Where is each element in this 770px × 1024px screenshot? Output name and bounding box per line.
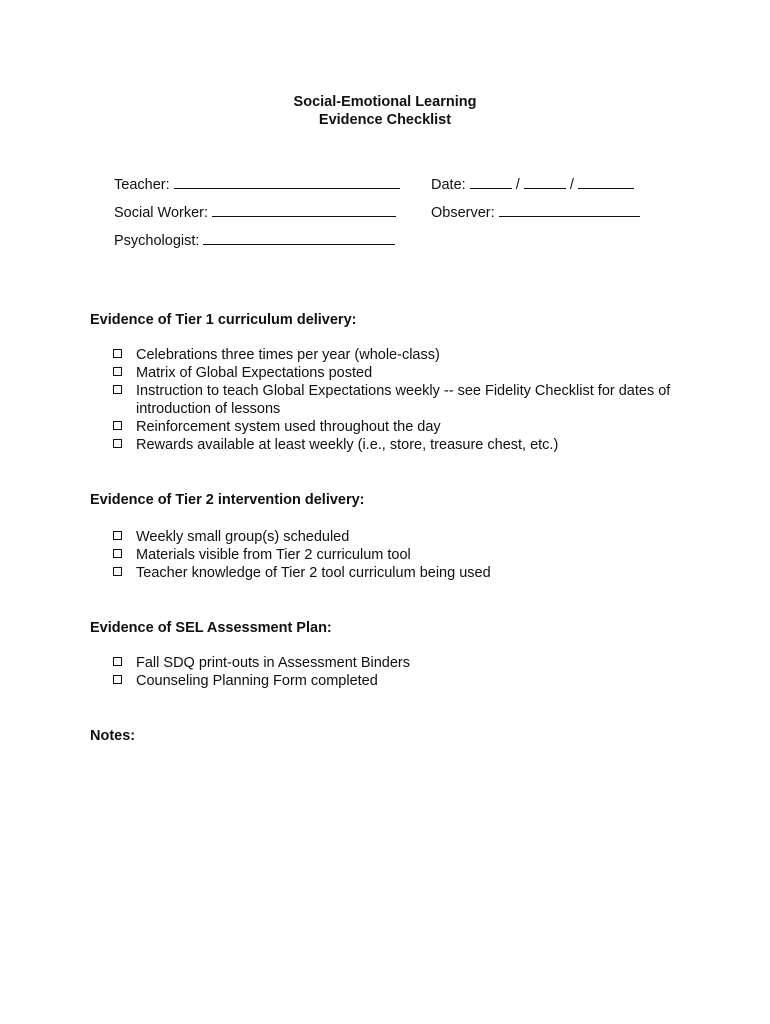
tier2-checklist [112,528,712,582]
checkbox-icon[interactable] [113,439,122,448]
tier2-heading: Evidence of Tier 2 intervention delivery: [90,492,365,508]
teacher-label: Teacher: [114,177,170,193]
checkbox-icon[interactable] [113,421,122,430]
teacher-blank[interactable] [174,175,400,189]
tier1-heading: Evidence of Tier 1 curriculum delivery: [90,312,357,328]
checklist-item [112,546,712,564]
checklist-item-label: Fall SDQ print-outs in Assessment Binders [136,655,410,671]
psychologist-blank[interactable] [203,231,395,245]
observer-blank[interactable] [499,203,640,217]
social-worker-field [114,203,396,222]
checkbox-icon[interactable] [113,367,122,376]
checklist-item-label: Counseling Planning Form completed [136,673,378,689]
checklist-item [112,528,712,546]
notes-label: Notes: [90,728,136,744]
checklist-item [112,418,712,436]
observer-label: Observer: [431,205,495,221]
date-separator-1: / [515,177,520,193]
checklist-item-label: Matrix of Global Expectations posted [136,365,373,381]
checkbox-icon[interactable] [113,657,122,666]
date-label: Date: [431,177,466,193]
checklist-item [112,346,712,364]
social-worker-blank[interactable] [212,203,396,217]
checklist-item-label: Celebrations three times per year (whole-class) [136,347,440,363]
checklist-item [112,654,712,672]
checkbox-icon[interactable] [113,567,122,576]
checklist-item-label: Rewards available at least weekly (i.e., store, treasure chest, etc.) [136,437,559,453]
date-field [431,175,634,194]
title-line-1: Social-Emotional Learning [293,94,477,110]
checkbox-icon[interactable] [113,385,122,394]
checkbox-icon[interactable] [113,549,122,558]
sel-checklist [112,654,712,690]
tier1-checklist [112,346,712,454]
social-worker-label: Social Worker: [114,205,209,221]
checklist-item [112,364,712,382]
date-month-blank[interactable] [470,175,512,189]
checkbox-icon[interactable] [113,531,122,540]
checkbox-icon[interactable] [113,675,122,684]
checklist-item [112,564,712,582]
checklist-item-label: Instruction to teach Global Expectations weekly -- see Fidelity Checklist for dates of introduction of lessons [136,383,671,417]
date-year-blank[interactable] [578,175,634,189]
document-title [0,93,770,129]
checklist-item-label: Materials visible from Tier 2 curriculum tool [136,547,411,563]
title-line-2: Evidence Checklist [318,112,452,128]
observer-field [431,203,640,222]
date-separator-2: / [569,177,574,193]
checklist-item [112,436,712,454]
psychologist-field [114,231,395,250]
checklist-item-label: Teacher knowledge of Tier 2 tool curriculum being used [136,565,491,581]
date-day-blank[interactable] [524,175,566,189]
checklist-item [112,672,712,690]
checklist-item-label: Weekly small group(s) scheduled [136,529,350,545]
checklist-item [112,382,712,418]
checkbox-icon[interactable] [113,349,122,358]
psychologist-label: Psychologist: [114,233,200,249]
teacher-field [114,175,400,194]
checklist-item-label: Reinforcement system used throughout the day [136,419,441,435]
sel-heading: Evidence of SEL Assessment Plan: [90,620,332,636]
